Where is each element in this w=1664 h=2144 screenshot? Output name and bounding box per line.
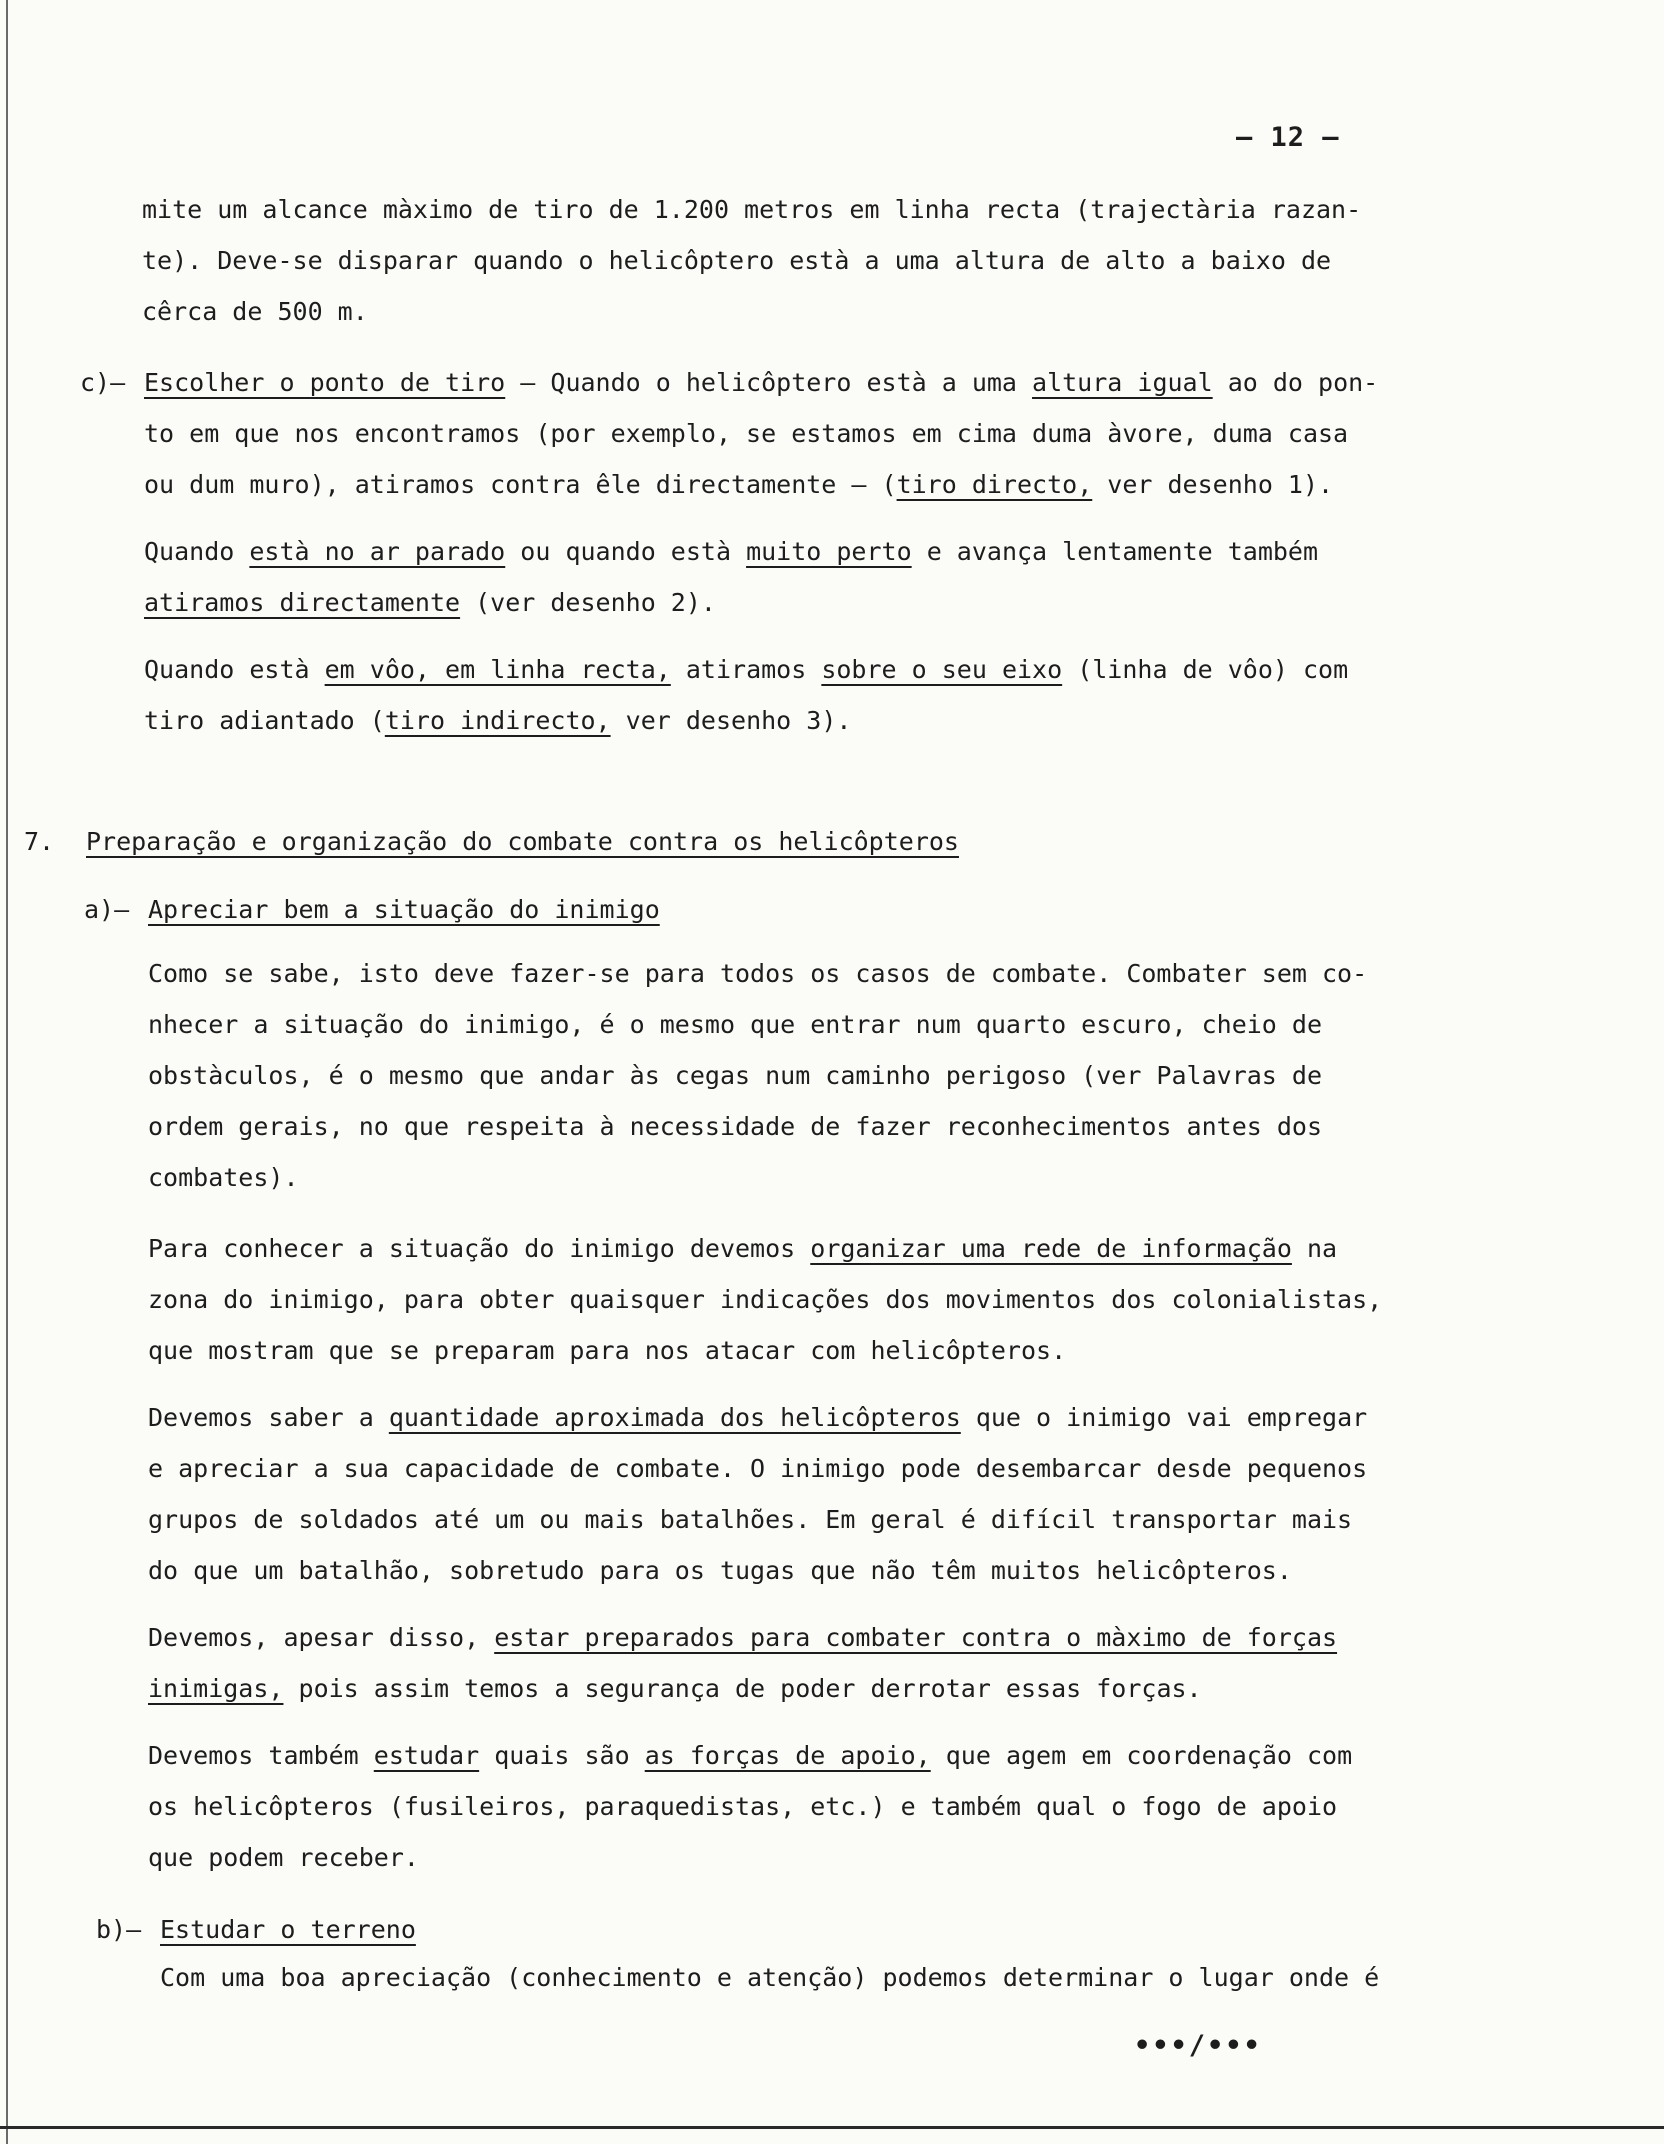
item-a-p2-line-1: Para conhecer a situação do inimigo devemos organizar uma rede de informação na bbox=[148, 1234, 1338, 1263]
item-c-line-2: to em que nos encontramos (por exemplo, se estamos em cima duma àvore, duma casa bbox=[144, 419, 1349, 448]
item-c-para-2-line-1: Quando està no ar parado ou quando està muito perto e avança lentamente também bbox=[144, 537, 1319, 566]
item-c-para-3-line-2: tiro adiantado (tiro indirecto, ver desenho 3). bbox=[144, 706, 852, 735]
page-continuation: •••/••• bbox=[1134, 2030, 1262, 2061]
item-b-line-1: Com uma boa apreciação (conhecimento e atenção) podemos determinar o lugar onde é bbox=[160, 1963, 1380, 1992]
item-a-p4-line-2: inimigas, pois assim temos a segurança de poder derrotar essas forças. bbox=[148, 1674, 1202, 1703]
item-c-para-2-line-2: atiramos directamente (ver desenho 2). bbox=[144, 588, 716, 617]
page-edge-left bbox=[6, 0, 8, 2144]
item-a-p3-line-1: Devemos saber a quantidade aproximada dos helicôpteros que o inimigo vai empregar bbox=[148, 1403, 1368, 1432]
item-a-p3-line-3: grupos de soldados até um ou mais batalhões. Em geral é difícil transportar mais bbox=[148, 1505, 1353, 1534]
page-edge-bottom bbox=[0, 2126, 1664, 2129]
item-c-heading: Escolher o ponto de tiro bbox=[144, 368, 506, 397]
item-a-p2-line-3: que mostram que se preparam para nos atacar com helicôpteros. bbox=[148, 1336, 1067, 1365]
intro-paragraph bbox=[142, 184, 1361, 337]
item-a-p2-line-2: zona do inimigo, para obter quaisquer indicações dos movimentos dos colonialistas, bbox=[148, 1285, 1383, 1314]
item-b-heading: Estudar o terreno bbox=[160, 1915, 416, 1944]
item-c-marker: c)– bbox=[80, 368, 126, 397]
item-a-p4-line-1: Devemos, apesar disso, estar preparados para combater contra o màximo de forças bbox=[148, 1623, 1338, 1652]
item-c-line-3: ou dum muro), atiramos contra êle directamente – (tiro directo, ver desenho 1). bbox=[144, 470, 1334, 499]
item-a-p5-line-1: Devemos também estudar quais são as forças de apoio, que agem em coordenação com bbox=[148, 1741, 1353, 1770]
intro-line-2: te). Deve-se disparar quando o helicôptero està a uma altura de alto a baixo de bbox=[142, 246, 1332, 275]
item-a-p5-line-2: os helicôpteros (fusileiros, paraquedistas, etc.) e também qual o fogo de apoio bbox=[148, 1792, 1338, 1821]
section-7-heading: Preparação e organização do combate contra os helicôpteros bbox=[86, 827, 959, 856]
item-a-heading: Apreciar bem a situação do inimigo bbox=[148, 895, 660, 924]
item-a-p1-line-4: ordem gerais, no que respeita à necessidade de fazer reconhecimentos antes dos bbox=[148, 1112, 1322, 1141]
item-a-p1-line-3: obstàculos, é o mesmo que andar às cegas num caminho perigoso (ver Palavras de bbox=[148, 1061, 1322, 1090]
item-a-p3-line-4: do que um batalhão, sobretudo para os tugas que não têm muitos helicôpteros. bbox=[148, 1556, 1292, 1585]
item-b bbox=[160, 1904, 416, 1955]
item-c-para-3-line-1: Quando està em vôo, em linha recta, atiramos sobre o seu eixo (linha de vôo) com bbox=[144, 655, 1349, 684]
item-a-p1-line-1: Como se sabe, isto deve fazer-se para todos os casos de combate. Combater sem co- bbox=[148, 959, 1368, 988]
page-number: – 12 – bbox=[1236, 122, 1340, 153]
item-a-p1-line-2: nhecer a situação do inimigo, é o mesmo que entrar num quarto escuro, cheio de bbox=[148, 1010, 1322, 1039]
intro-line-1: mite um alcance màximo de tiro de 1.200 metros em linha recta (trajectària razan- bbox=[142, 195, 1362, 224]
item-a-p5-line-3: que podem receber. bbox=[148, 1843, 419, 1872]
item-a-marker: a)– bbox=[84, 895, 130, 924]
item-c-line-1: Escolher o ponto de tiro – Quando o helicôptero està a uma altura igual ao do pon- bbox=[144, 368, 1379, 397]
section-7-number: 7. bbox=[24, 827, 55, 856]
intro-line-3: cêrca de 500 m. bbox=[142, 297, 368, 326]
item-a-p1-line-5: combates). bbox=[148, 1163, 299, 1192]
item-a-body bbox=[148, 948, 1382, 1883]
item-c bbox=[144, 357, 1378, 746]
item-b-marker: b)– bbox=[96, 1915, 142, 1944]
item-a-p3-line-2: e apreciar a sua capacidade de combate. O inimigo pode desembarcar desde pequenos bbox=[148, 1454, 1368, 1483]
